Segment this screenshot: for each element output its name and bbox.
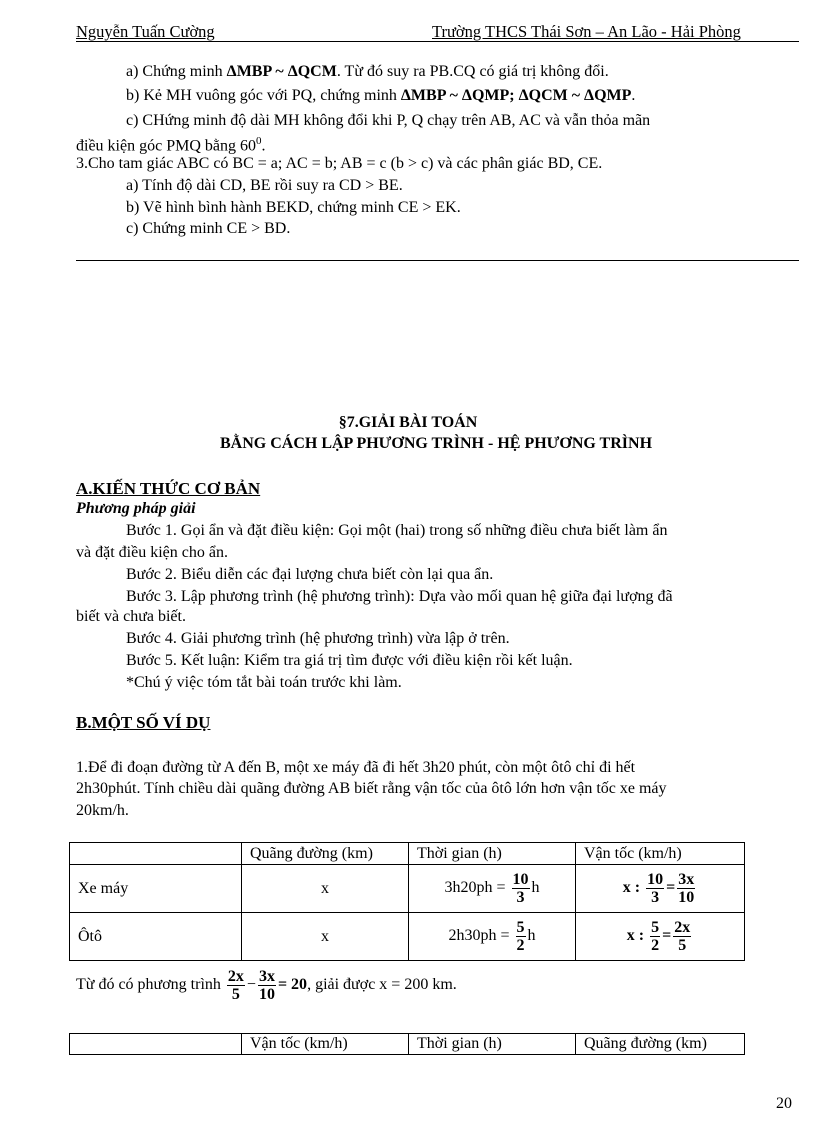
table-header-cell: Quãng đường (km): [576, 1034, 745, 1055]
equation-suffix: , giải được x = 200 km.: [307, 976, 457, 993]
problem-3c: c) Chứng minh CE > BD.: [126, 220, 291, 237]
table-row: [70, 913, 745, 961]
equals-sign: =: [666, 879, 676, 897]
header-rule: [76, 41, 799, 42]
table-header-cell: Quãng đường (km): [242, 843, 409, 865]
header-school: Trường THCS Thái Sơn – An Lão - Hải Phòng: [432, 22, 741, 41]
item-c-degree: 0: [255, 135, 262, 147]
step-3-line2: biết và chưa biết.: [76, 608, 186, 625]
item-c-text: điều kiện góc PMQ bằng 60: [76, 137, 256, 155]
time-unit: h: [527, 927, 536, 945]
step-5: Bước 5. Kết luận: Kiểm tra giá trị tìm được với điều kiện rồi kết luận.: [126, 652, 573, 669]
heading-a: A.KIẾN THỨC CƠ BẢN: [76, 479, 261, 498]
table-header-cell: Vận tốc (km/h): [242, 1034, 409, 1055]
fraction-numerator: 5: [516, 919, 525, 936]
example-1-line1: 1.Để đi đoạn đường từ A đến B, một xe máy đã đi hết 3h20 phút, còn một ôtô chỉ đi hết: [76, 759, 636, 776]
data-table: [69, 842, 745, 961]
section-title-1: §7.GIẢI BÀI TOÁN: [338, 414, 478, 431]
time-unit: h: [531, 879, 540, 897]
table-header-cell: Vận tốc (km/h): [576, 843, 745, 865]
item-b-rest: .: [631, 87, 636, 104]
equation-rhs: = 20: [277, 976, 308, 993]
example-1-line2: 2h30phút. Tính chiều dài quãng đường AB biết rằng vận tốc của ôtô lớn hơn vận tốc xe máy: [76, 780, 667, 797]
page-number: 20: [776, 1095, 792, 1112]
fraction-denominator: 3: [651, 889, 660, 906]
step-3-line1: Bước 3. Lập phương trình (hệ phương trình): Dựa vào mối quan hệ giữa đại lượng đã: [126, 588, 673, 605]
item-b-text: b) Kẻ MH vuông góc với PQ, chứng minh: [126, 87, 401, 104]
fraction-numerator: 10: [647, 871, 664, 888]
table-header-cell: Thời gian (h): [409, 843, 576, 865]
item-a-similarity: ΔMBP ~ ΔQCM: [226, 63, 337, 80]
equation-prefix: Từ đó có phương trình: [76, 976, 225, 993]
problem-3a: a) Tính độ dài CD, BE rồi suy ra CD > BE.: [126, 177, 403, 194]
table-header-cell: Thời gian (h): [409, 1034, 576, 1055]
row-distance: x: [242, 865, 409, 913]
fraction-numerator: 3x: [258, 967, 275, 985]
equals-sign: =: [662, 927, 672, 945]
fraction-denominator: 2: [516, 937, 525, 954]
fraction-denominator: 3: [516, 889, 525, 906]
item-c-line1: c) CHứng minh độ dài MH không đổi khi P, Q chạy trên AB, AC và vẫn thỏa mãn: [126, 112, 651, 129]
row-time: [409, 865, 576, 913]
velocity-fraction: [650, 919, 660, 954]
second-table: [69, 1033, 745, 1055]
fraction-denominator: 5: [231, 985, 240, 1003]
fraction-denominator: 2: [651, 937, 660, 954]
time-prefix: 3h20ph =: [444, 879, 510, 897]
step-1-line1: Bước 1. Gọi ẩn và đặt điều kiện: Gọi một (hai) trong số những điều chưa biết làm ẩn: [126, 522, 668, 539]
item-c-end: .: [261, 137, 266, 155]
fraction-numerator: 5: [651, 919, 660, 936]
row-velocity: [576, 913, 745, 961]
example-1-line3: 20km/h.: [76, 802, 129, 819]
minus-sign: −: [246, 976, 256, 993]
step-4: Bước 4. Giải phương trình (hệ phương trình) vừa lập ở trên.: [126, 630, 510, 647]
table-header-row: [70, 843, 745, 865]
time-fraction: [512, 871, 530, 906]
table-row: [70, 865, 745, 913]
fraction-numerator: 2x: [227, 967, 244, 985]
item-b: [126, 86, 635, 106]
section-divider: [76, 260, 799, 261]
fraction-numerator: 3x: [678, 871, 695, 888]
equation-fraction-2: [258, 968, 276, 1003]
equation-fraction-1: [227, 968, 245, 1003]
section-title-2: BẰNG CÁCH LẬP PHƯƠNG TRÌNH - HỆ PHƯƠNG TRÌNH: [219, 435, 653, 452]
heading-b: B.MỘT SỐ VÍ DỤ: [76, 713, 211, 732]
velocity-prefix: x :: [626, 927, 649, 945]
fraction-numerator: 10: [512, 871, 529, 888]
row-distance: x: [242, 913, 409, 961]
row-time: [409, 913, 576, 961]
item-b-similarity: ΔMBP ~ ΔQMP; ΔQCM ~ ΔQMP: [400, 87, 632, 104]
row-name: Ôtô: [70, 913, 242, 961]
velocity-result-fraction: [673, 919, 691, 954]
time-fraction: [516, 919, 526, 954]
item-a-text: a) Chứng minh: [126, 63, 227, 80]
method-heading: Phương pháp giải: [76, 500, 196, 517]
fraction-denominator: 10: [678, 889, 695, 906]
table-header-cell: [70, 843, 242, 865]
step-2: Bước 2. Biểu diễn các đại lượng chưa biết còn lại qua ẩn.: [126, 566, 494, 583]
step-1-line2: và đặt điều kiện cho ẩn.: [76, 544, 228, 561]
row-velocity: [576, 865, 745, 913]
time-prefix: 2h30ph =: [448, 927, 514, 945]
item-a-rest: . Từ đó suy ra PB.CQ có giá trị không đổi.: [336, 63, 609, 80]
note: *Chú ý việc tóm tắt bài toán trước khi làm.: [126, 674, 402, 691]
fraction-denominator: 5: [678, 937, 687, 954]
equation-line: [76, 965, 457, 1005]
row-name: Xe máy: [70, 865, 242, 913]
fraction-denominator: 10: [258, 985, 275, 1003]
item-c-line2: [76, 131, 265, 156]
table-header-cell: [70, 1034, 242, 1055]
table-header-row: [70, 1034, 745, 1055]
header-author: Nguyễn Tuấn Cường: [76, 22, 215, 41]
velocity-fraction: [646, 871, 664, 906]
velocity-prefix: x :: [622, 879, 645, 897]
velocity-result-fraction: [677, 871, 695, 906]
fraction-numerator: 2x: [674, 919, 691, 936]
problem-3b: b) Vẽ hình bình hành BEKD, chứng minh CE > EK.: [126, 199, 461, 216]
item-a: [126, 62, 609, 82]
problem-3: 3.Cho tam giác ABC có BC = a; AC = b; AB = c (b > c) và các phân giác BD, CE.: [76, 155, 603, 172]
